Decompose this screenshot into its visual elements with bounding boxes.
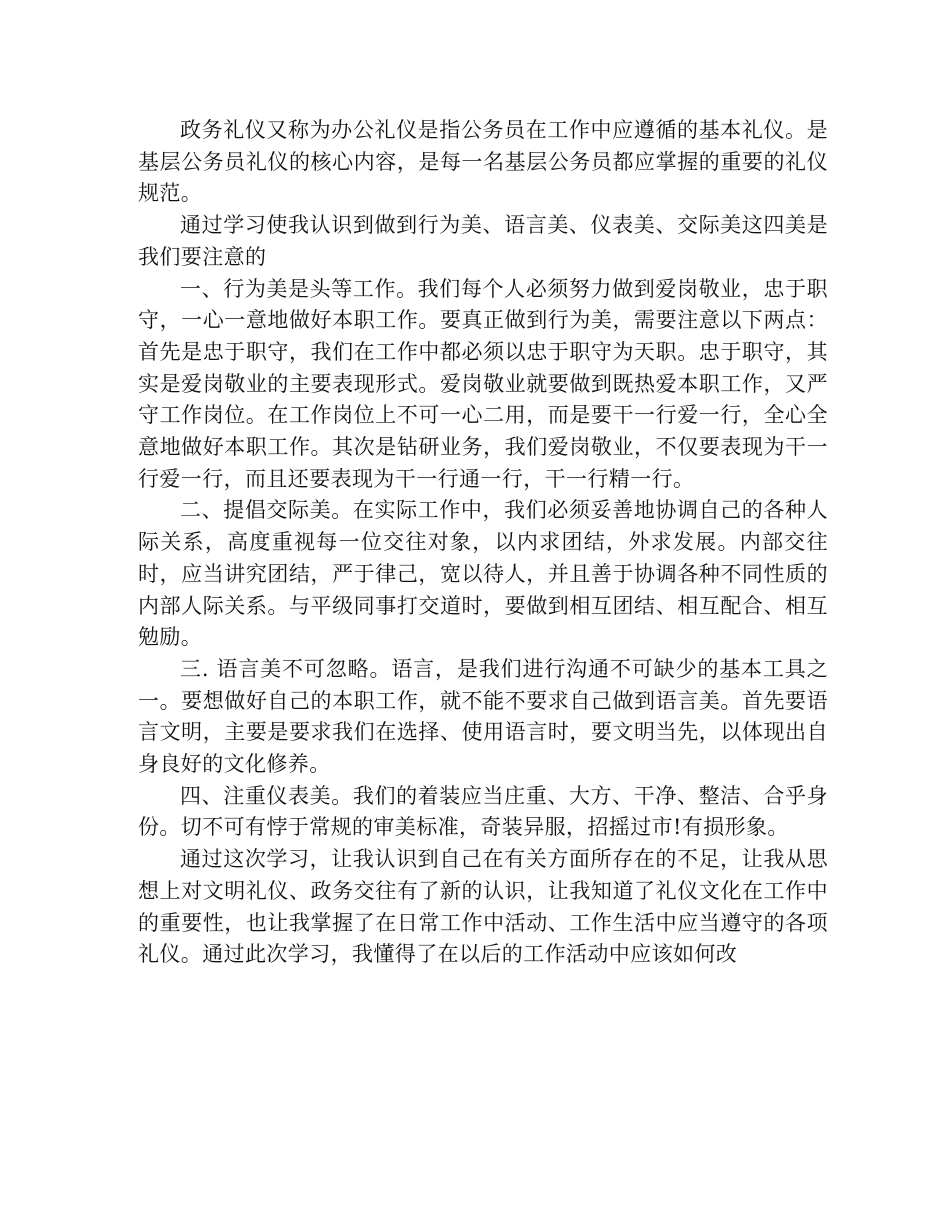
paragraph-four-beauties: 通过学习使我认识到做到行为美、语言美、仪表美、交际美这四美是我们要注意的 [138, 213, 828, 269]
paragraph-intro: 政务礼仪又称为办公礼仪是指公务员在工作中应遵循的基本礼仪。是基层公务员礼仪的核心内容，是每一名基层公务员都应掌握的重要的礼仪规范。 [138, 118, 828, 206]
paragraph-behavior: 一、行为美是头等工作。我们每个人必须努力做到爱岗敬业，忠于职守，一心一意地做好本职工作。要真正做到行为美，需要注意以下两点：首先是忠于职守，我们在工作中都必须以忠于职守为天职。忠于职守，其实是爱岗敬业的主要表现形式。爱岗敬业就要做到既热爱本职工作，又严守工作岗位。在工作岗位上不可一心二用，而是要干一行爱一行，全心全意地做好本职工作。其次是钻研业务，我们爱岗敬业，不仅要表现为干一行爱一行，而且还要表现为干一行通一行，干一行精一行。 [138, 276, 828, 491]
paragraph-appearance: 四、注重仪表美。我们的着装应当庄重、大方、干净、整洁、合乎身份。切不可有悖于常规的审美标准，奇装异服，招摇过市!有损形象。 [138, 783, 828, 840]
document-body [138, 115, 828, 971]
paragraph-conclusion: 通过这次学习，让我认识到自己在有关方面所存在的不足，让我从思想上对文明礼仪、政务交往有了新的认识，让我知道了礼仪文化在工作中的重要性，也让我掌握了在日常工作中活动、工作生活中应当遵守的各项礼仪。通过此次学习，我懂得了在以后的工作活动中应该如何改 [138, 847, 828, 967]
paragraph-language: 三. 语言美不可忽略。语言，是我们进行沟通不可缺少的基本工具之一。要想做好自己的本职工作，就不能不要求自己做到语言美。首先要语言文明，主要是要求我们在选择、使用语言时，要文明当先，以体现出自身良好的文化修养。 [138, 656, 828, 777]
paragraph-communication: 二、提倡交际美。在实际工作中，我们必须妥善地协调自己的各种人际关系，高度重视每一位交往对象，以内求团结，外求发展。内部交往时，应当讲究团结，严于律己，宽以待人，并且善于协调各种不同性质的内部人际关系。与平级同事打交道时，要做到相互团结、相互配合、相互勉励。 [138, 498, 828, 650]
